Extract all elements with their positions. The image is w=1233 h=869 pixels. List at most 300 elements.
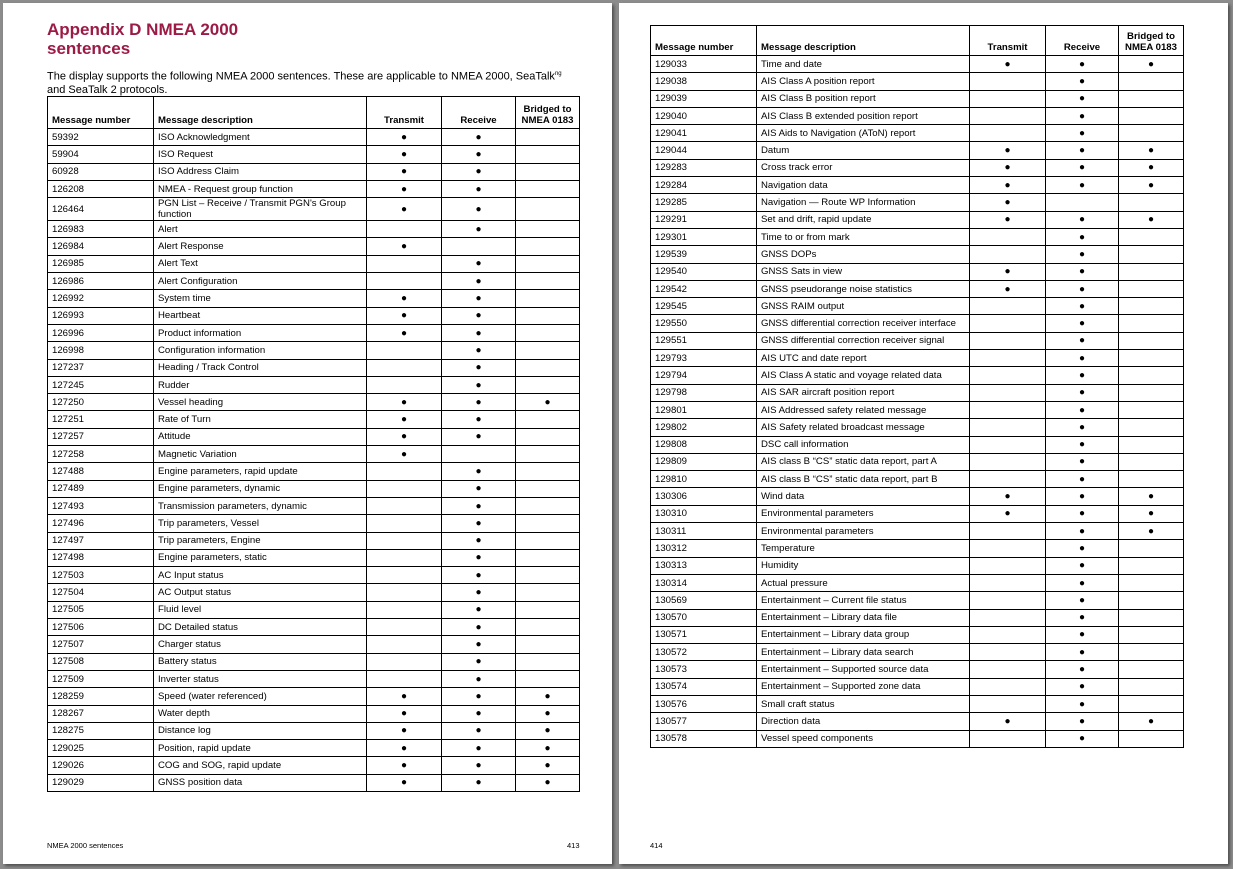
table-row: [48, 774, 580, 791]
receive-cell: [442, 463, 516, 480]
message-description-cell: Entertainment – Library data search: [757, 644, 970, 661]
table-row: [48, 376, 580, 393]
bridged-cell: [516, 221, 580, 238]
message-number-cell: 130569: [651, 592, 757, 609]
receive-cell: [1046, 540, 1119, 557]
receive-cell: [442, 376, 516, 393]
transmit-cell: [970, 228, 1046, 245]
bullet-icon: ●: [1147, 58, 1155, 70]
transmit-cell: [367, 255, 442, 272]
transmit-cell: [970, 298, 1046, 315]
transmit-cell: [970, 107, 1046, 124]
bridged-cell: [1119, 332, 1184, 349]
message-description-cell: AIS Aids to Navigation (AToN) report: [757, 125, 970, 142]
bullet-icon: ●: [475, 742, 482, 754]
receive-cell: [442, 480, 516, 497]
receive-cell: [442, 757, 516, 774]
receive-cell: [1046, 73, 1119, 90]
message-number-cell: 129545: [651, 298, 757, 315]
header-bridged: Bridged to NMEA 0183: [516, 97, 580, 129]
transmit-cell: [367, 163, 442, 180]
message-description-cell: Entertainment – Current file status: [757, 592, 970, 609]
bridged-cell: [1119, 626, 1184, 643]
transmit-cell: [970, 73, 1046, 90]
bullet-icon: ●: [1078, 560, 1086, 572]
receive-cell: [1046, 125, 1119, 142]
bridged-cell: [1119, 419, 1184, 436]
bridged-cell: [516, 549, 580, 566]
transmit-cell: [367, 497, 442, 514]
bullet-icon: ●: [1147, 179, 1155, 191]
table-row: [48, 722, 580, 739]
receive-cell: [442, 567, 516, 584]
message-number-cell: 126983: [48, 221, 154, 238]
message-description-cell: Attitude: [154, 428, 367, 445]
table-row: [48, 129, 580, 146]
transmit-cell: [367, 740, 442, 757]
table-body-left: [48, 129, 580, 792]
message-description-cell: Engine parameters, dynamic: [154, 480, 367, 497]
message-description-cell: Distance log: [154, 722, 367, 739]
message-number-cell: 129809: [651, 453, 757, 470]
bullet-icon: ●: [400, 725, 408, 737]
bullet-icon: ●: [1004, 491, 1011, 503]
message-description-cell: ISO Request: [154, 146, 367, 163]
receive-cell: [442, 532, 516, 549]
table-row: [651, 523, 1184, 540]
bullet-icon: ●: [1078, 525, 1086, 537]
receive-cell: [1046, 90, 1119, 107]
receive-cell: [442, 324, 516, 341]
message-description-cell: Speed (water referenced): [154, 688, 367, 705]
transmit-cell: [367, 584, 442, 601]
message-number-cell: 129794: [651, 367, 757, 384]
message-description-cell: Water depth: [154, 705, 367, 722]
bridged-cell: [1119, 401, 1184, 418]
bridged-cell: [1119, 505, 1184, 522]
receive-cell: [1046, 367, 1119, 384]
transmit-cell: [970, 644, 1046, 661]
table-row: [48, 359, 580, 376]
transmit-cell: [367, 221, 442, 238]
message-number-cell: 127497: [48, 532, 154, 549]
message-number-cell: 129301: [651, 228, 757, 245]
footer-page-number: 413: [567, 841, 580, 850]
bridged-cell: [516, 567, 580, 584]
transmit-cell: [970, 350, 1046, 367]
message-description-cell: AIS Class B position report: [757, 90, 970, 107]
bridged-cell: [516, 757, 580, 774]
transmit-cell: [367, 653, 442, 670]
bullet-icon: ●: [400, 448, 408, 460]
message-description-cell: AC Input status: [154, 567, 367, 584]
message-description-cell: System time: [154, 290, 367, 307]
message-description-cell: Product information: [154, 324, 367, 341]
bullet-icon: ●: [1078, 352, 1086, 364]
message-number-cell: 129033: [651, 56, 757, 73]
message-number-cell: 129801: [651, 401, 757, 418]
header-bridged: Bridged to NMEA 0183: [1119, 26, 1184, 56]
bridged-cell: [516, 129, 580, 146]
message-description-cell: Alert Response: [154, 238, 367, 255]
message-description-cell: GNSS pseudorange noise statistics: [757, 280, 970, 297]
message-description-cell: Trip parameters, Engine: [154, 532, 367, 549]
bullet-icon: ●: [400, 431, 408, 443]
bridged-cell: [1119, 367, 1184, 384]
bridged-cell: [1119, 678, 1184, 695]
table-row: [651, 194, 1184, 211]
bullet-icon: ●: [1004, 283, 1011, 295]
bullet-icon: ●: [1078, 214, 1086, 226]
table-row: [48, 688, 580, 705]
bridged-cell: [516, 619, 580, 636]
message-description-cell: Navigation data: [757, 177, 970, 194]
transmit-cell: [970, 626, 1046, 643]
bullet-icon: ●: [1078, 266, 1086, 278]
table-row: [48, 653, 580, 670]
receive-cell: [1046, 592, 1119, 609]
table-row: [48, 636, 580, 653]
bullet-icon: ●: [475, 183, 482, 195]
receive-cell: [1046, 488, 1119, 505]
table-row: [48, 740, 580, 757]
intro-text-2: and SeaTalk 2 protocols.: [47, 83, 168, 96]
bullet-icon: ●: [1078, 58, 1086, 70]
receive-cell: [1046, 159, 1119, 176]
message-number-cell: 127504: [48, 584, 154, 601]
receive-cell: [1046, 436, 1119, 453]
bullet-icon: ●: [475, 275, 482, 287]
header-receive: Receive: [1046, 26, 1119, 56]
message-description-cell: Actual pressure: [757, 574, 970, 591]
transmit-cell: [367, 428, 442, 445]
bullet-icon: ●: [475, 604, 482, 616]
bullet-icon: ●: [1078, 387, 1086, 399]
bullet-icon: ●: [475, 708, 482, 720]
header-transmit: Transmit: [367, 97, 442, 129]
receive-cell: [1046, 678, 1119, 695]
bridged-cell: [516, 198, 580, 221]
receive-cell: [1046, 142, 1119, 159]
transmit-cell: [970, 505, 1046, 522]
table-row: [48, 394, 580, 411]
receive-cell: [442, 255, 516, 272]
receive-cell: [1046, 523, 1119, 540]
receive-cell: [1046, 315, 1119, 332]
bridged-cell: [516, 515, 580, 532]
page-title: [47, 20, 347, 58]
title-line-1: Appendix D NMEA 2000: [47, 20, 239, 39]
bridged-cell: [516, 146, 580, 163]
footer-section-title: NMEA 2000 sentences: [47, 841, 124, 850]
bridged-cell: [516, 688, 580, 705]
table-row: [651, 73, 1184, 90]
receive-cell: [442, 601, 516, 618]
bridged-cell: [1119, 177, 1184, 194]
bullet-icon: ●: [475, 552, 482, 564]
message-description-cell: Entertainment – Library data file: [757, 609, 970, 626]
table-row: [651, 453, 1184, 470]
table-row: [48, 567, 580, 584]
bullet-icon: ●: [544, 742, 551, 754]
message-number-cell: 59904: [48, 146, 154, 163]
transmit-cell: [970, 609, 1046, 626]
bullet-icon: ●: [400, 131, 408, 143]
message-number-cell: 129793: [651, 350, 757, 367]
message-description-cell: Engine parameters, rapid update: [154, 463, 367, 480]
bullet-icon: ●: [1004, 508, 1011, 520]
bridged-cell: [1119, 263, 1184, 280]
table-row: [651, 367, 1184, 384]
message-number-cell: 130313: [651, 557, 757, 574]
message-number-cell: 129025: [48, 740, 154, 757]
bridged-cell: [516, 584, 580, 601]
bridged-cell: [516, 463, 580, 480]
message-number-cell: 130571: [651, 626, 757, 643]
message-number-cell: 126986: [48, 273, 154, 290]
message-description-cell: GNSS differential correction receiver interface: [757, 315, 970, 332]
receive-cell: [442, 307, 516, 324]
bullet-icon: ●: [475, 760, 482, 772]
transmit-cell: [970, 125, 1046, 142]
bullet-icon: ●: [475, 500, 482, 512]
transmit-cell: [367, 273, 442, 290]
message-number-cell: 127508: [48, 653, 154, 670]
message-number-cell: 130578: [651, 730, 757, 747]
bridged-cell: [1119, 90, 1184, 107]
bridged-cell: [1119, 194, 1184, 211]
message-description-cell: Set and drift, rapid update: [757, 211, 970, 228]
table-row: [48, 180, 580, 197]
message-number-cell: 127496: [48, 515, 154, 532]
message-description-cell: Magnetic Variation: [154, 446, 367, 463]
message-description-cell: Charger status: [154, 636, 367, 653]
transmit-cell: [970, 90, 1046, 107]
message-number-cell: 126208: [48, 180, 154, 197]
transmit-cell: [970, 523, 1046, 540]
bridged-cell: [516, 324, 580, 341]
message-number-cell: 127505: [48, 601, 154, 618]
message-number-cell: 129810: [651, 471, 757, 488]
bullet-icon: ●: [1078, 162, 1086, 174]
message-number-cell: 127237: [48, 359, 154, 376]
bullet-icon: ●: [1078, 577, 1086, 589]
message-description-cell: Time to or from mark: [757, 228, 970, 245]
bridged-cell: [1119, 125, 1184, 142]
table-row: [651, 142, 1184, 159]
table-row: [651, 557, 1184, 574]
bridged-cell: [516, 411, 580, 428]
table-row: [48, 238, 580, 255]
transmit-cell: [970, 263, 1046, 280]
transmit-cell: [367, 636, 442, 653]
transmit-cell: [970, 574, 1046, 591]
message-number-cell: 126992: [48, 290, 154, 307]
bridged-cell: [1119, 73, 1184, 90]
message-description-cell: Humidity: [757, 557, 970, 574]
bridged-cell: [1119, 298, 1184, 315]
transmit-cell: [367, 705, 442, 722]
bullet-icon: ●: [1078, 664, 1086, 676]
transmit-cell: [970, 194, 1046, 211]
transmit-cell: [367, 480, 442, 497]
transmit-cell: [367, 601, 442, 618]
message-number-cell: 129283: [651, 159, 757, 176]
receive-cell: [1046, 644, 1119, 661]
message-number-cell: 129039: [651, 90, 757, 107]
table-row: [651, 713, 1184, 730]
message-description-cell: GNSS DOPs: [757, 246, 970, 263]
receive-cell: [442, 584, 516, 601]
bridged-cell: [1119, 730, 1184, 747]
receive-cell: [1046, 280, 1119, 297]
table-header-row: [48, 97, 580, 129]
right-page: [619, 3, 1228, 864]
transmit-cell: [367, 394, 442, 411]
message-description-cell: Navigation — Route WP Information: [757, 194, 970, 211]
receive-cell: [442, 221, 516, 238]
table-row: [48, 463, 580, 480]
message-description-cell: Position, rapid update: [154, 740, 367, 757]
receive-cell: [1046, 609, 1119, 626]
bullet-icon: ●: [475, 621, 482, 633]
message-description-cell: ISO Acknowledgment: [154, 129, 367, 146]
message-description-cell: Time and date: [757, 56, 970, 73]
message-number-cell: 128267: [48, 705, 154, 722]
transmit-cell: [970, 159, 1046, 176]
table-row: [651, 592, 1184, 609]
bullet-icon: ●: [1147, 214, 1155, 226]
transmit-cell: [970, 695, 1046, 712]
message-description-cell: Small craft status: [757, 695, 970, 712]
bridged-cell: [516, 255, 580, 272]
table-row: [651, 125, 1184, 142]
message-number-cell: 127488: [48, 463, 154, 480]
bullet-icon: ●: [475, 344, 482, 356]
bullet-icon: ●: [1078, 318, 1086, 330]
receive-cell: [1046, 695, 1119, 712]
transmit-cell: [970, 332, 1046, 349]
bullet-icon: ●: [475, 431, 482, 443]
message-description-cell: AIS Class A static and voyage related data: [757, 367, 970, 384]
receive-cell: [442, 238, 516, 255]
message-number-cell: 127257: [48, 428, 154, 445]
table-row: [651, 107, 1184, 124]
message-number-cell: 127493: [48, 497, 154, 514]
message-number-cell: 59392: [48, 129, 154, 146]
transmit-cell: [970, 661, 1046, 678]
message-number-cell: 127503: [48, 567, 154, 584]
receive-cell: [1046, 574, 1119, 591]
bullet-icon: ●: [1004, 145, 1011, 157]
table-row: [48, 324, 580, 341]
bullet-icon: ●: [400, 690, 408, 702]
bullet-icon: ●: [544, 708, 551, 720]
receive-cell: [1046, 384, 1119, 401]
bullet-icon: ●: [400, 203, 408, 215]
table-row: [48, 705, 580, 722]
transmit-cell: [367, 198, 442, 221]
receive-cell: [1046, 263, 1119, 280]
bullet-icon: ●: [475, 223, 482, 235]
bullet-icon: ●: [544, 725, 551, 737]
message-description-cell: Entertainment – Library data group: [757, 626, 970, 643]
message-number-cell: 127251: [48, 411, 154, 428]
receive-cell: [1046, 453, 1119, 470]
bridged-cell: [516, 307, 580, 324]
bridged-cell: [516, 722, 580, 739]
nmea-table-right: [650, 25, 1184, 748]
table-row: [651, 419, 1184, 436]
message-description-cell: Fluid level: [154, 601, 367, 618]
bullet-icon: ●: [475, 656, 482, 668]
transmit-cell: [970, 401, 1046, 418]
message-number-cell: 130312: [651, 540, 757, 557]
message-description-cell: AIS Class A position report: [757, 73, 970, 90]
table-row: [651, 315, 1184, 332]
message-number-cell: 130314: [651, 574, 757, 591]
transmit-cell: [970, 540, 1046, 557]
bullet-icon: ●: [1078, 335, 1086, 347]
transmit-cell: [970, 246, 1046, 263]
bullet-icon: ●: [1004, 179, 1011, 191]
bridged-cell: [1119, 488, 1184, 505]
message-description-cell: GNSS position data: [154, 774, 367, 791]
bullet-icon: ●: [400, 148, 408, 160]
bullet-icon: ●: [400, 777, 408, 789]
header-receive: Receive: [442, 97, 516, 129]
receive-cell: [1046, 177, 1119, 194]
receive-cell: [442, 670, 516, 687]
transmit-cell: [970, 557, 1046, 574]
footer-page-number: 414: [650, 841, 663, 850]
message-number-cell: 126985: [48, 255, 154, 272]
bullet-icon: ●: [1147, 715, 1155, 727]
message-description-cell: DSC call information: [757, 436, 970, 453]
table-row: [48, 497, 580, 514]
table-row: [651, 56, 1184, 73]
table-row: [48, 273, 580, 290]
bridged-cell: [1119, 142, 1184, 159]
receive-cell: [1046, 194, 1119, 211]
message-number-cell: 130570: [651, 609, 757, 626]
bullet-icon: ●: [475, 777, 482, 789]
message-description-cell: Heading / Track Control: [154, 359, 367, 376]
receive-cell: [442, 549, 516, 566]
message-description-cell: Trip parameters, Vessel: [154, 515, 367, 532]
bridged-cell: [516, 238, 580, 255]
nmea-table-left: [47, 96, 580, 792]
transmit-cell: [970, 471, 1046, 488]
bridged-cell: [516, 601, 580, 618]
message-number-cell: 127250: [48, 394, 154, 411]
table-row: [651, 644, 1184, 661]
bullet-icon: ●: [400, 396, 408, 408]
message-description-cell: Environmental parameters: [757, 523, 970, 540]
bridged-cell: [516, 705, 580, 722]
bullet-icon: ●: [475, 327, 482, 339]
transmit-cell: [970, 384, 1046, 401]
table-row: [651, 540, 1184, 557]
bullet-icon: ●: [1078, 248, 1086, 260]
bridged-cell: [516, 636, 580, 653]
bullet-icon: ●: [1078, 629, 1086, 641]
bullet-icon: ●: [400, 414, 408, 426]
receive-cell: [442, 394, 516, 411]
message-description-cell: AIS UTC and date report: [757, 350, 970, 367]
table-row: [651, 246, 1184, 263]
message-description-cell: Vessel speed components: [757, 730, 970, 747]
